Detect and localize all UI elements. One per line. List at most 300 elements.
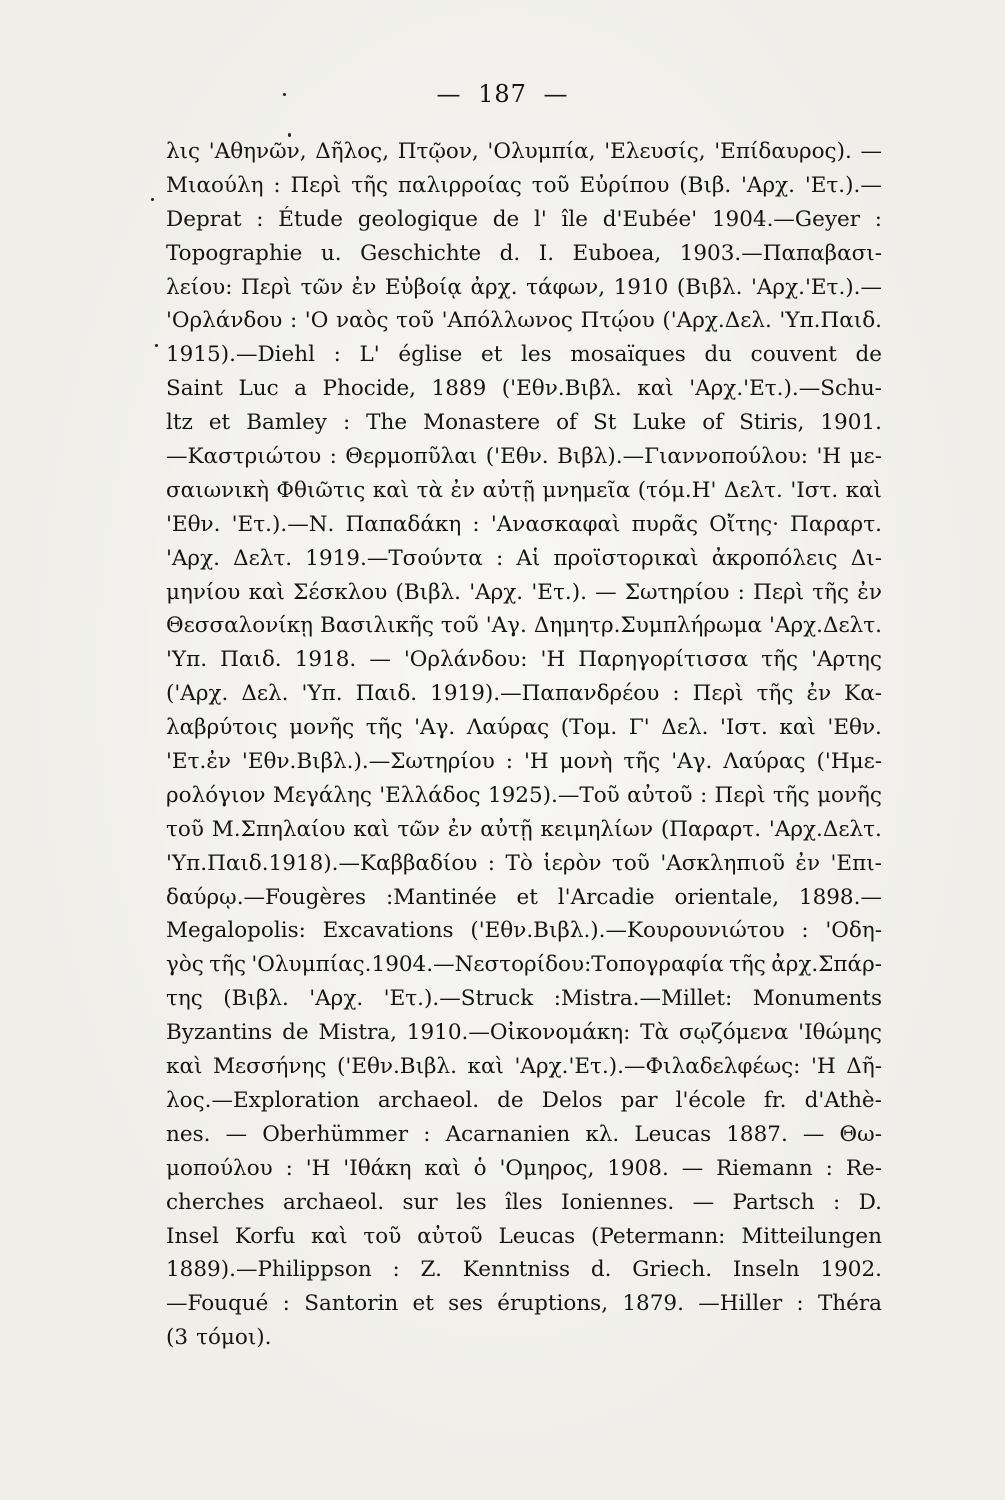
word: 1901. [820,410,882,436]
word: ἐν [857,579,882,605]
word: ναὸς [335,308,389,334]
word: μοπούλου [166,1155,273,1181]
word: —Καστριώτου [166,444,322,470]
word: 'Ελλάδος [379,782,481,808]
word: τῆς [365,715,403,741]
text-line [166,1016,882,1050]
word: d. [499,240,521,266]
word: Δῆλος, [315,139,390,164]
word: u. [320,240,342,266]
word: Λαύρας [466,715,550,741]
word: et [412,1291,434,1317]
word: λος.—Exploration [166,1087,360,1113]
word: λείου: [166,274,233,300]
word: : [801,918,809,944]
word: les [521,342,552,368]
word: 'Ανασκαφαὶ [490,511,621,537]
word: fr. [763,1087,787,1113]
word: Δελτ. [233,545,293,571]
word: 'Υπ.Παιδ.1918).—Καββαδίου [166,850,478,876]
word: (Βιβλ. [395,579,461,605]
word: Μεγάλης [272,782,372,808]
word: 'Υπ. [301,681,343,707]
word: Megalopolis: [166,918,306,944]
word: Φθιῶτις [276,477,366,503]
word: καὶ [779,715,816,741]
word: 'Ασκληπιοῦ [660,850,785,876]
word: : [285,1155,293,1181]
word: λαβρύτοις [166,715,278,741]
print-speck [155,344,158,347]
word: 'Υπ. [166,647,208,673]
word: Oberhümmer [262,1121,409,1147]
word: 'Η [816,444,842,470]
text-line [166,1118,882,1152]
word: Excavations [322,918,454,944]
word: μονὴ [559,749,613,775]
text-line [166,271,882,305]
word: îles [505,1189,543,1215]
word: ρολόγιον [166,782,266,808]
word: Οἴτης· [709,511,779,537]
word: ἀκροπόλεις [711,545,838,571]
word: par [620,1087,658,1113]
text-line [166,338,882,372]
page-number: 187 [478,80,527,108]
word: 'Ετ.).—Ν. [231,511,335,537]
word: 1904.—Geyer [711,206,860,232]
word: τοῦ [440,613,479,639]
word: 'Αρχ. [469,579,524,605]
word: 'Αρχ.'Ετ.).—Φιλαδελφέως: [514,1054,801,1080]
word: Topographie [166,240,303,266]
word: Δελτ. [723,477,783,503]
word: nes. [166,1121,211,1147]
word: of [556,410,577,436]
text-line [166,406,882,440]
word: 'Ετ.).—Struck [383,986,534,1012]
word: τόμοι). [196,1325,272,1351]
word: (Βιβλ. [676,274,743,300]
word: sur [402,1189,438,1215]
word: 'Αρχ.Δελτ. [768,816,882,842]
word: κλ. [585,1121,620,1147]
word: Z. [420,1257,442,1283]
word: ('Ημε- [816,749,882,775]
word: 1889).—Philippson [166,1257,372,1283]
word: ἐν [351,274,377,300]
word: éruptions, [497,1291,609,1317]
word: Leucas [498,1223,576,1249]
word: 'Απόλλωνος [441,308,573,334]
word: 1919.—Τσούντα [305,545,483,571]
text-line [166,237,882,271]
word: Κα- [844,681,882,707]
text-line [166,847,882,881]
word: 1889 [431,376,487,402]
text-line [166,813,882,847]
word: l'école [675,1087,746,1113]
text-line [166,203,882,237]
word: — [681,1155,704,1181]
word: τῆς [623,749,661,775]
word: 'Ολυμπία, [487,139,596,164]
word: καὶ [353,816,390,842]
word: Inseln [732,1257,800,1283]
word: Πτῴου [580,308,655,334]
word: : [342,410,351,436]
word: Monastere [423,410,541,436]
word: τῆς [209,952,247,978]
word: Mistra, [318,1020,397,1046]
word: 'Αρχ. [741,172,795,198]
word: et [516,884,538,910]
word: Δελ. [661,715,709,741]
word: τοῦ [611,850,650,876]
word: τῆς [351,172,389,198]
word: (τόμ.Η' [637,477,717,503]
word: Byzantins [166,1020,273,1046]
word: (Τομ. [560,715,618,741]
word: 1925).—Τοῦ [487,782,620,808]
word: Δελ. [241,681,289,707]
word: Δι- [850,545,882,571]
word: 1908. [607,1155,669,1181]
word: καὶ [248,579,285,605]
word: : [289,308,298,334]
word: : [737,579,745,605]
word: 'Οδη- [825,918,882,944]
word: 'Αθηνῶν, [208,139,307,164]
word: et [481,342,503,368]
word: 1915).—Diehl [166,342,315,368]
word: 'Αγ. [671,749,713,775]
word: ('Εθν.Βιβλ. [336,1054,457,1080]
text-line [166,711,882,745]
word: (Βιβλ. [223,986,289,1012]
word: 'Ιστ. [720,715,768,741]
text-line [166,643,882,677]
word: : [256,206,264,232]
word: cherches [166,1189,265,1215]
word: ses [448,1291,483,1317]
word: Μιαούλη [166,172,264,198]
word: 'Ιστ. [790,477,839,503]
word: Luke [632,410,687,436]
word: μνημεῖα [542,477,631,503]
text-line [166,745,882,779]
word: mosaïques [570,342,686,368]
word: Τὰ [640,1020,670,1046]
word: Delos [541,1087,603,1113]
word: 'Αρχ.Δελτ. [769,613,882,639]
text-line [166,440,882,474]
word: Τὸ [505,850,533,876]
word: The [366,410,408,436]
word: 'Ολυμπίας.1904.—Νεστορίδου:Τοπογραφία [251,952,724,978]
text-line [166,474,882,508]
word: Kenntniss [462,1257,571,1283]
word: de [497,1087,524,1113]
word: Monuments [752,986,882,1012]
word: 'Ετ.). [531,579,587,605]
word: 'Αρτης [811,647,882,673]
word: Stiris, [739,410,805,436]
word: : [874,206,882,232]
page-number-dash-right: — [543,80,569,108]
word: : [333,342,341,368]
word: τῶν [300,274,344,300]
word: Leucas [634,1121,712,1147]
word: de [855,342,882,368]
word: σῳζόμενα [678,1020,789,1046]
word: 'Αρχ. [166,545,220,571]
text-line [166,1253,882,1287]
word: 1910.—Οἰκονομάκη: [406,1020,631,1046]
text-line [166,542,882,576]
word: orientale, [674,884,780,910]
word: Περὶ [692,681,744,707]
word: Riemann [716,1155,813,1181]
word: (Petermann: [591,1223,726,1249]
word: de [282,1020,309,1046]
word: Μ.Σπηλαίου [211,816,346,842]
word: les [456,1189,487,1215]
word: : [282,1291,290,1317]
word: ἀρχ.Σπάρ- [771,952,882,978]
text-line [166,576,882,610]
word: of [702,410,724,436]
word: Παρηγορίτισσα [578,647,749,673]
word: 'Εθν. [166,511,221,537]
word: : [495,545,504,571]
word: — [595,579,617,605]
word: du [704,342,733,368]
word: : [487,850,496,876]
word: καὶ [845,477,882,503]
word: ἐν [806,681,832,707]
text-line [166,779,882,813]
print-speck [288,133,291,137]
word: ('Αρχ. [166,681,229,707]
word: Θω- [839,1121,882,1147]
word: d'Eubée' [602,206,698,232]
word: 'Ελευσίς, [604,139,706,164]
word: Bamley [246,410,327,436]
word: Korfu [234,1223,296,1249]
text-line [166,1287,882,1321]
word: ὁ [473,1155,487,1181]
word: — [802,1121,825,1147]
word: σαιωνικὴ [166,477,269,503]
word: Παπαδάκη [345,511,462,537]
word: 'Η [523,749,549,775]
text-line [166,982,882,1016]
word: Σωτηρίου [624,579,730,605]
word: Ioniennes. [561,1189,675,1215]
word: Re- [845,1155,882,1181]
word: παλιρροίας [397,172,522,198]
word: d. [590,1257,612,1283]
word: 'Ο [304,308,329,334]
word: ἐν [447,816,473,842]
text-line [166,677,882,711]
word: τοῦ [363,1223,402,1249]
word: St [592,410,617,436]
word: I. [538,240,555,266]
text-line [166,135,882,169]
word: 1903.—Παπαβασι- [679,240,882,266]
word: Euboea, [572,240,662,266]
word: λις [166,139,201,164]
word: 1910 [613,274,669,300]
word: Περὶ [241,274,292,300]
word: Santorin [304,1291,399,1317]
word: 'Ορλάνδου [166,308,283,334]
word: ('Εθν. [485,444,549,470]
word: :Mantinée [385,884,497,910]
word: Phocide, [322,376,417,402]
word: île [561,206,588,232]
word: 'Αγ. [414,715,456,741]
word: Théra [817,1291,882,1317]
word: — [369,647,391,673]
word: 'Επι- [830,850,882,876]
word: ('Εθν.Βιβλ. [501,376,622,402]
word: 'Η [540,647,566,673]
word: Περὶ [290,172,342,198]
word: 1879. [622,1291,684,1317]
word: Μεσσήνης [212,1054,327,1080]
word: Παραρτ. [790,511,882,537]
word: καὶ [166,1054,203,1080]
text-line [166,1321,882,1355]
word: κειμηλίων [540,816,654,842]
word: τῆς [761,647,799,673]
text-line [166,508,882,542]
word: μηνίου [166,579,241,605]
word: Σέσκλου [293,579,388,605]
word: αὐτῇ [480,816,533,842]
word: αὐτοῦ [417,1223,483,1249]
word: ltz [166,410,193,436]
word: τοῦ [531,172,570,198]
word: : [392,1257,400,1283]
word: 'Ιθάκη [343,1155,412,1181]
word: archaeol. [282,1189,385,1215]
word: Insel [166,1223,219,1249]
text-line [166,304,882,338]
word: Partsch [732,1189,815,1215]
word: 1919).—Παπανδρέου [430,681,660,707]
page-number-dash-left: — [436,80,462,108]
word: : [672,681,680,707]
word: Περὶ [753,579,805,605]
text-line [166,948,882,982]
word: Luc [238,376,279,402]
page-number-header [0,80,1005,108]
word: τῆς [772,782,810,808]
word: couvent [750,342,837,368]
print-speck [151,198,154,201]
word: τῆς [812,579,850,605]
word: geologique [357,206,478,232]
word: Deprat [166,206,242,232]
word: γὸς [166,952,204,978]
word: μονῆς [817,782,882,808]
word: Περὶ [714,782,766,808]
word: 'Η [305,1155,331,1181]
word: τάφων, [526,274,606,300]
word: : [699,782,708,808]
word: μονῆς [289,715,355,741]
word: Βιβλ).—Γιαννοπούλου: [557,444,809,470]
text-line [166,1220,882,1254]
word: 1898.— [798,884,882,910]
word: αὐτῇ [482,477,535,503]
word: τῶν [397,816,440,842]
word: Παιδ. [220,647,282,673]
word: (Βιβ. [679,172,732,198]
word: ἐν [795,850,821,876]
word: καὶ [637,376,674,402]
word: : [505,749,513,775]
word: Δῆ- [846,1054,882,1080]
word: l'Arcadie [557,884,655,910]
word: καὶ [372,477,410,503]
text-line [166,1152,882,1186]
word: Γ' [628,715,650,741]
word: 'Ιθώμης [798,1020,882,1046]
word: Griech. [632,1257,713,1283]
word: αὐτοῦ [627,782,693,808]
word: Εὐβοίᾳ [384,274,462,300]
word: ('Εθν.Βιβλ.).—Κουρουνιώτου [470,918,785,944]
word: l' [533,206,547,232]
word: a [294,376,307,402]
word: (Παραρτ. [660,816,762,842]
word: ἐν [450,477,476,503]
word: de [492,206,520,232]
word: 1918. [294,647,357,673]
word: Étude [278,206,343,232]
word: 'Ορλάνδου: [403,647,528,673]
word: D. [858,1189,882,1215]
word: δαύρῳ.—Fougères [166,884,367,910]
word: archaeol. [377,1087,480,1113]
word: 'Αρχ.'Ετ.).—Schu- [689,376,882,402]
text-line [166,1050,882,1084]
word: Παιδ. [355,681,418,707]
word: —Fouqué [166,1291,269,1317]
word: Λαύρας [723,749,806,775]
text-line [166,609,882,643]
word: : [796,1291,804,1317]
word: ἱερὸν [543,850,602,876]
word: 'Ετ.ἐν [166,749,231,775]
word: τὰ [416,477,444,503]
word: καὶ [311,1223,348,1249]
word: — [692,1189,715,1215]
word: Βασιλικῆς [320,613,434,639]
word: : [833,1189,841,1215]
print-speck [283,93,286,96]
word: προϊστορικαὶ [553,545,699,571]
word: 'Αρχ. [309,986,364,1012]
text-line [166,914,882,948]
text-line [166,1084,882,1118]
word: Αἱ [516,545,541,571]
